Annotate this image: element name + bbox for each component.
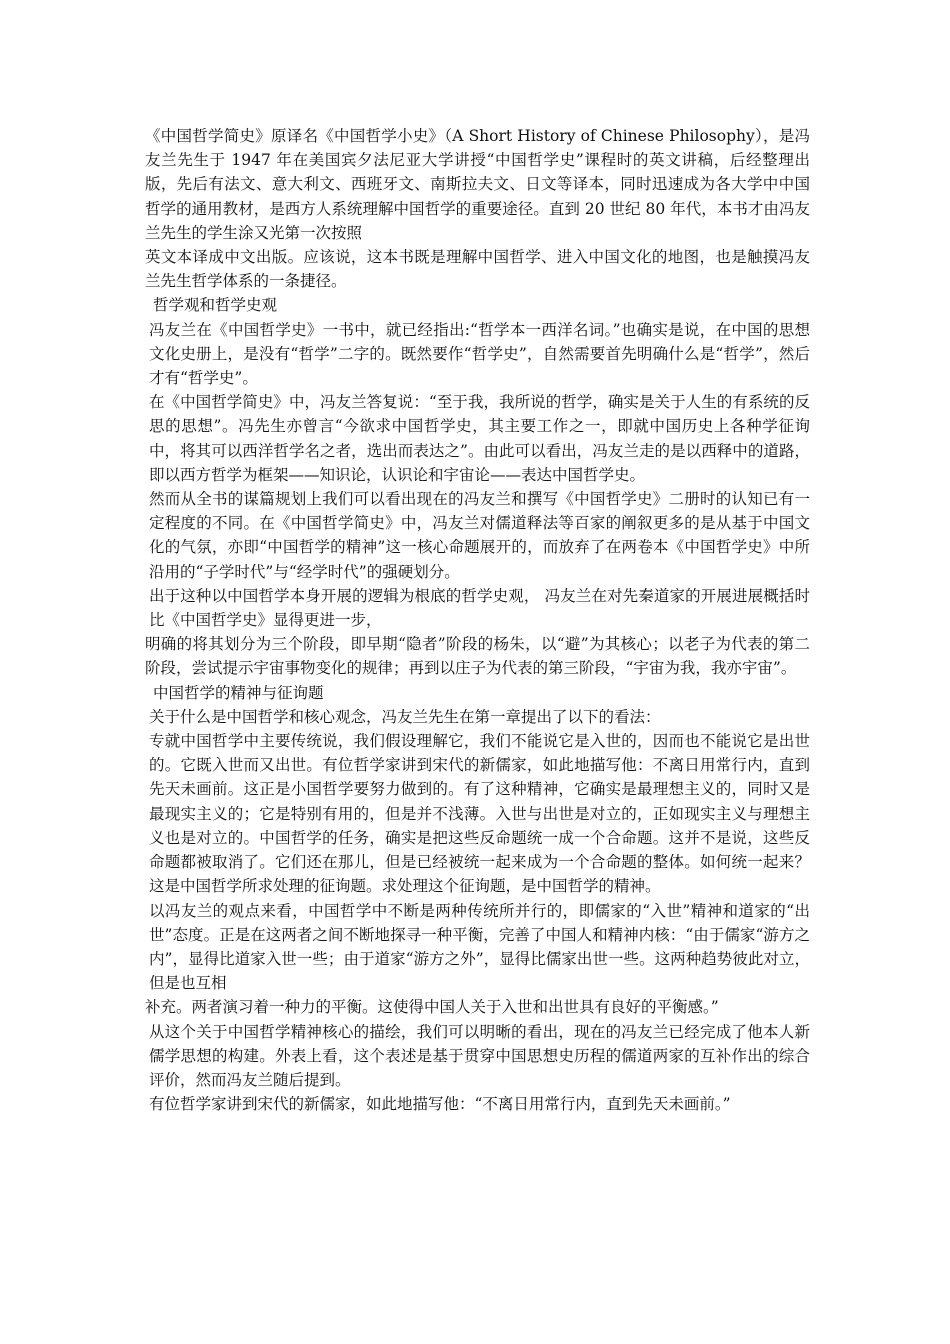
paragraph: 从这个关于中国哲学精神核心的描绘，我们可以明晰的看出，现在的冯友兰已经完成了他本人新儒学思想的构建。外表上看，这个表述是基于贯穿中国思想史历程的儒道两家的互补作出的综合评价，然而冯友兰随后提到。 [149,1022,810,1089]
paragraph: 冯友兰在《中国哲学史》一书中，就已经指出:“哲学本一西洋名词。”也确实是说，在中国的思想文化史册上，是没有“哲学”二字的。既然要作“哲学史”，自然需要首先明确什么是“哲学”，然后才有“哲学史”。 [149,320,810,388]
paragraph: 在《中国哲学简史》中，冯友兰答复说：“至于我，我所说的哲学，确实是关于人生的有系统的反思的思想”。冯先生亦曾言“今欲求中国哲学史，其主要工作之一，即就中国历史上各种学征询中，将其可以西洋哲学名之者，选出而表达之”。由此可以看出，冯友兰走的是以西释中的道路，即以西方哲学为框架——知识论，认识论和宇宙论——表达中国哲学史。 [149,393,810,484]
paragraph: 然而从全书的谋篇规划上我们可以看出现在的冯友兰和撰写《中国哲学史》二册时的认知已有一定程度的不同。在《中国哲学简史》中，冯友兰对儒道释法等百家的阐叙更多的是从基于中国文化的气氛，亦即“中国哲学的精神”这一核心命题展开的，而放弃了在两卷本《中国哲学史》中所沿用的“子学时代”与“经学时代”的强硬划分。 [149,490,810,581]
paragraph: 明确的将其划分为三个阶段，即早期“隐者”阶段的杨朱，以“避”为其核心；以老子为代表的第二阶段，尝试提示宇宙事物变化的规律；再到以庄子为代表的第三阶段，“宇宙为我，我亦宇宙”。 [145,635,810,678]
section-heading-philosophy-view: 哲学观和哲学史观 [153,296,278,315]
paragraph: 有位哲学家讲到宋代的新儒家，如此地描写他：“不离日用常行内，直到先天未画前。” [149,1095,731,1114]
paragraph-intro: 《中国哲学简史》原译名《中国哲学小史》（A Short History of Chinese Philosophy），是冯友兰先生于 1947 年在美国宾夕法尼亚大学讲授“中国哲学史”课程时的英文讲稿，后经整理出版，先后有法文、意大利文、西班牙文、南斯拉夫文、日文等译本，同时迅速成为各大学中中国哲学的通用教材，是西方人系统理解中国哲学的重要途径。直到 20 世纪 80 年代，本书才由冯友兰先生的学生涂又光第一次按照 [145,127,810,242]
section-heading-spirit: 中国哲学的精神与征询题 [153,683,324,702]
paragraph-intro-continued: 英文本译成中文出版。应该说，这本书既是理解中国哲学、进入中国文化的地图，也是触摸冯友兰先生哲学体系的一条捷径。 [145,248,810,291]
paragraph: 以冯友兰的观点来看，中国哲学中不断是两种传统所并行的，即儒家的“入世”精神和道家的“出世”态度。正是在这两者之间不断地探寻一种平衡，完善了中国人和精神内核：“由于儒家“游方之内”，显得比道家入世一些；由于道家“游方之外”，显得比儒家出世一些。这两种趋势彼此对立，但是也互相 [149,901,810,993]
document-page [145,124,810,1116]
paragraph: 关于什么是中国哲学和核心观念，冯友兰先生在第一章提出了以下的看法： [149,707,661,726]
paragraph: 出于这种以中国哲学本身开展的逻辑为根底的哲学史观， 冯友兰在对先秦道家的开展进展概括时比《中国哲学史》显得更进一步， [149,586,810,630]
paragraph-quote: 专就中国哲学中主要传统说，我们假设理解它，我们不能说它是入世的，因而也不能说它是出世的。它既入世而又出世。有位哲学家讲到宋代的新儒家，如此地描写他：不离日用常行内，直到先天未画前。这正是小国哲学要努力做到的。有了这种精神，它确实是最理想主义的，同时又是最现实主义的；它是特别有用的，但是并不浅薄。入世与出世是对立的，正如现实主义与理想主义也是对立的。中国哲学的任务，确实是把这些反命题统一成一个合命题。这并不是说，这些反命题都被取消了。它们还在那儿，但是已经被统一起来成为一个合命题的整体。如何统一起来？这是中国哲学所求处理的征询题。求处理这个征询题，是中国哲学的精神。 [149,732,810,896]
paragraph: 补充。两者演习着一种力的平衡。这使得中国人关于入世和出世具有良好的平衡感。” [145,998,719,1017]
